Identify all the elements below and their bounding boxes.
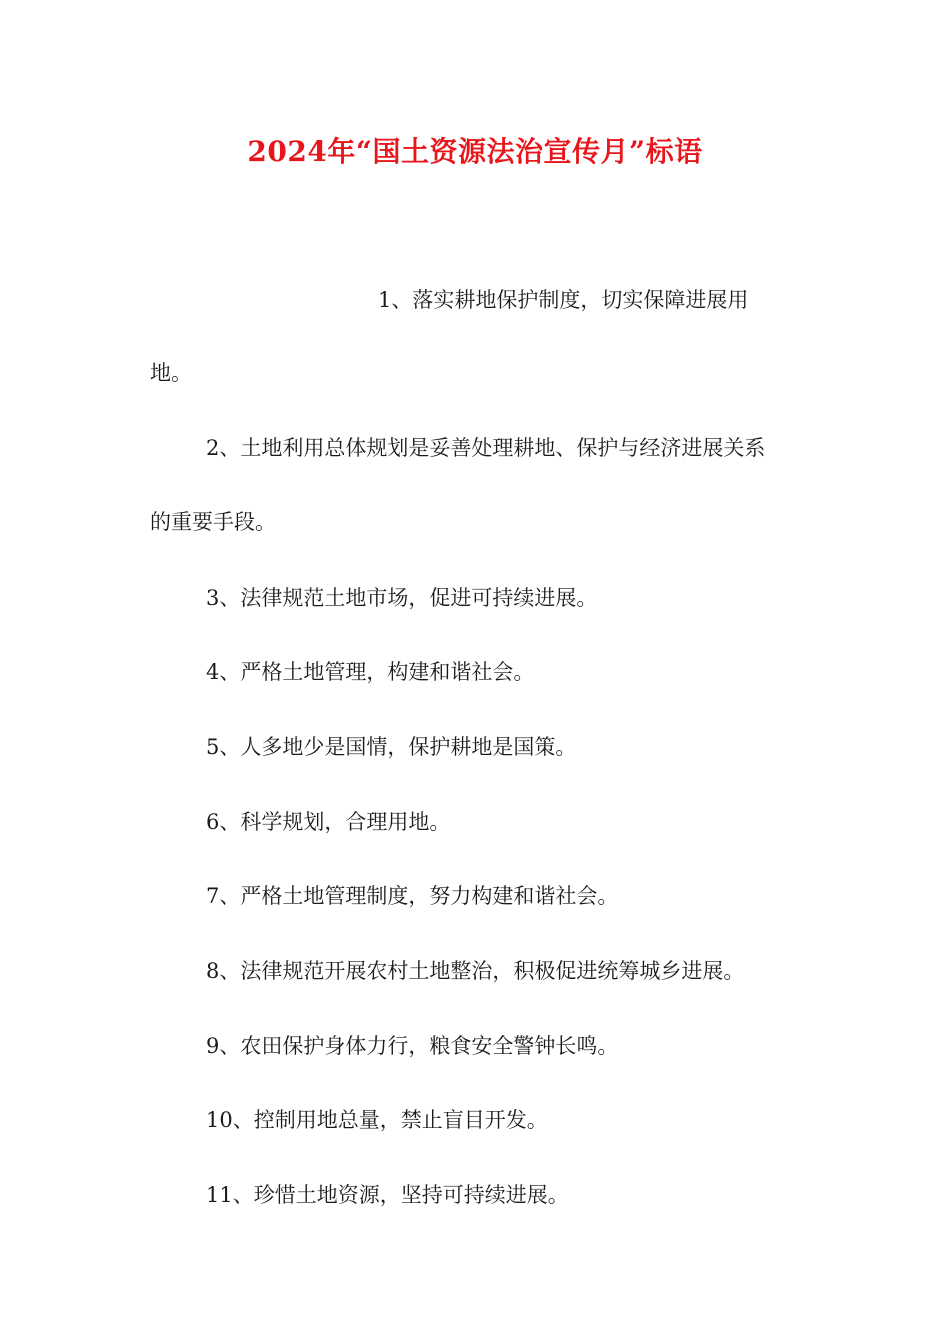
document-title: 2024年“国土资源法治宣传月”标语 — [247, 135, 703, 168]
slogan-item-2-line-2: 的重要手段。 — [150, 510, 276, 534]
slogan-item-7: 7、严格土地管理制度，努力构建和谐社会。 — [206, 884, 619, 908]
slogan-item-1-line-1: 1、落实耕地保护制度，切实保障进展用 — [378, 288, 749, 312]
slogan-item-6: 6、科学规划，合理用地。 — [206, 810, 451, 834]
slogan-item-5: 5、人多地少是国情，保护耕地是国策。 — [206, 735, 577, 759]
slogan-item-3: 3、法律规范土地市场，促进可持续进展。 — [206, 586, 598, 610]
slogan-item-8: 8、法律规范开展农村土地整治，积极促进统筹城乡进展。 — [206, 959, 745, 983]
slogan-item-10: 10、控制用地总量，禁止盲目开发。 — [206, 1108, 548, 1132]
slogan-item-1-line-2: 地。 — [150, 361, 192, 385]
slogan-item-4: 4、严格土地管理，构建和谐社会。 — [206, 660, 535, 684]
slogan-item-9: 9、农田保护身体力行，粮食安全警钟长鸣。 — [206, 1034, 619, 1058]
slogan-item-2-line-1: 2、土地利用总体规划是妥善处理耕地、保护与经济进展关系 — [206, 436, 766, 460]
slogan-item-11: 11、珍惜土地资源，坚持可持续进展。 — [206, 1183, 569, 1207]
